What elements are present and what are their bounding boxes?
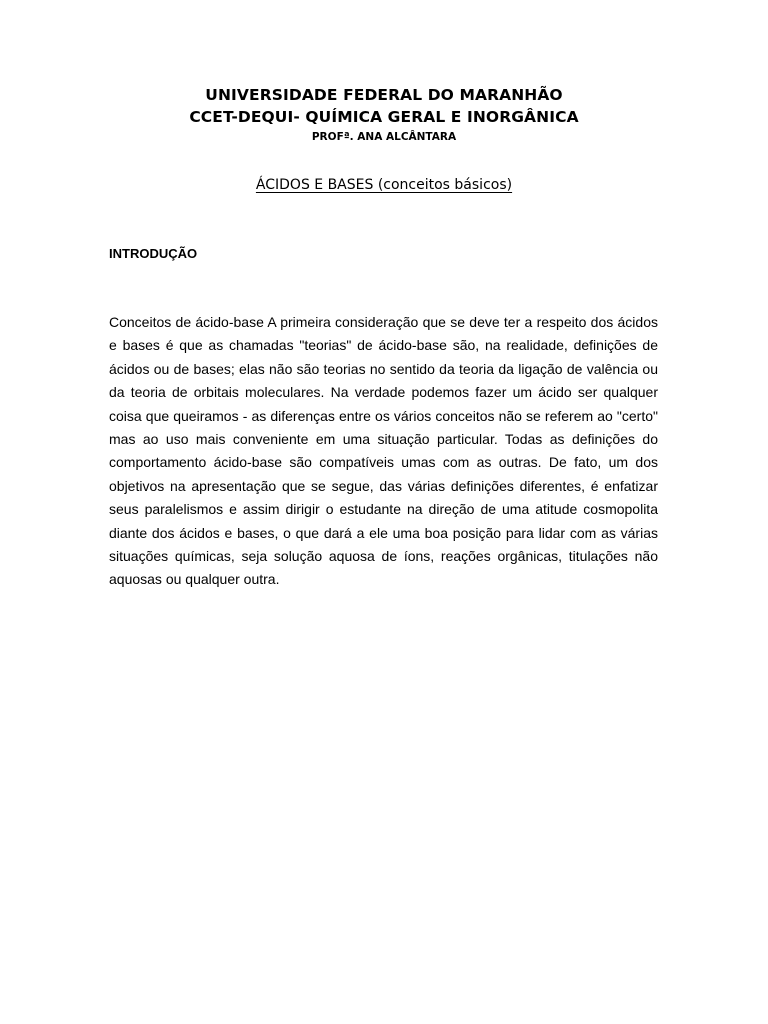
department-name: CCET-DEQUI- QUÍMICA GERAL E INORGÂNICA [189, 108, 579, 126]
document-title-wrapper [0, 177, 768, 193]
section-heading: INTRODUÇÃO [109, 246, 198, 261]
university-name: UNIVERSIDADE FEDERAL DO MARANHÃO [205, 86, 563, 104]
professor-name: PROFª. ANA ALCÂNTARA [311, 131, 457, 143]
document-title: ÁCIDOS E BASES (conceitos básicos) [255, 177, 513, 193]
body-paragraph: Conceitos de ácido-base A primeira consideração que se deve ter a respeito dos ácidos e bases é que as chamadas "teorias" de ácido-base são, na realidade, definições de ácidos ou de bases; elas não são teorias no sentido da teoria da ligação de valência ou da teoria de orbitais moleculares. Na verdade podemos fazer um ácido ser qualquer coisa que queiramos - as diferenças entre os vários conceitos não se referem ao "certo" mas ao uso mais conveniente em uma situação particular. Todas as definições do comportamento ácido-base são compatíveis umas com as outras. De fato, um dos objetivos na apresentação que se segue, das várias definições diferentes, é enfatizar seus paralelismos e assim dirigir o estudante na direção de uma atitude cosmopolita diante dos ácidos e bases, o que dará a ele uma boa posição para lidar com as várias situações químicas, seja solução aquosa de íons, reações orgânicas, titulações não aquosas ou qualquer outra. [109, 314, 658, 588]
